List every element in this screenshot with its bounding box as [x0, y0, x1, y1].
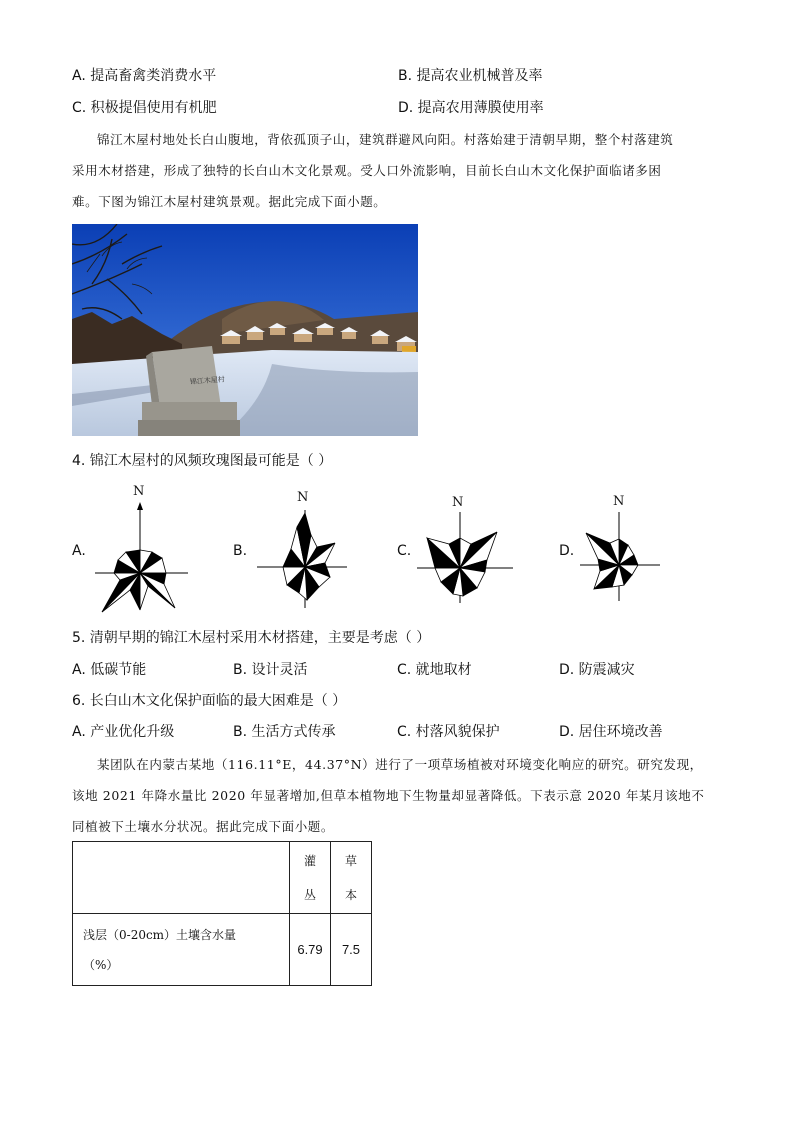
q3-option-a: A. 提高畜禽类消费水平	[72, 68, 217, 84]
village-photo	[72, 224, 418, 436]
soil-moisture-table	[72, 841, 372, 986]
q6-option-c: C. 村落风貌保护	[397, 724, 500, 740]
rose-b-north-label: N	[297, 490, 309, 505]
q4-option-d-letter: D.	[559, 543, 575, 559]
rose-a-north-label: N	[133, 484, 145, 499]
rose-b-diagram	[255, 505, 350, 610]
table-row	[73, 914, 372, 986]
q4-option-a-letter: A.	[72, 543, 86, 559]
q4-option-c-letter: C.	[397, 543, 412, 559]
q5-stem: 5. 清朝早期的锦江木屋村采用木材搭建，主要是考虑（ ）	[72, 630, 431, 646]
rose-c-north-label: N	[452, 495, 464, 510]
q3-option-d: D. 提高农用薄膜使用率	[398, 100, 544, 116]
grass-column-header: 草 本	[331, 842, 372, 914]
q3-option-b: B. 提高农业机械普及率	[398, 68, 543, 84]
passage2-line1: 某团队在内蒙古某地（116.11°E，44.37°N）进行了一项草场植被对环境变化响应的研究。研究发现，	[97, 757, 703, 772]
rose-d-north-label: N	[613, 494, 625, 509]
shrub-column-header: 灌 丛	[290, 842, 331, 914]
rose-d-diagram	[578, 509, 663, 604]
table-corner-cell	[73, 842, 290, 914]
rose-c-diagram	[415, 510, 515, 605]
q5-option-b: B. 设计灵活	[233, 662, 308, 678]
shrub-value-cell: 6.79	[290, 914, 331, 986]
q5-option-c: C. 就地取材	[397, 662, 472, 678]
rose-a-diagram	[90, 500, 190, 615]
q4-stem: 4. 锦江木屋村的风频玫瑰图最可能是（ ）	[72, 453, 333, 469]
q4-option-b-letter: B.	[233, 543, 248, 559]
passage1-line2: 采用木材搭建，形成了独特的长白山木文化景观。受人口外流影响，目前长白山木文化保护面临诸多困	[72, 163, 662, 178]
passage1-line1: 锦江木屋村地处长白山腹地，背依孤顶子山，建筑群避风向阳。村落始建于清朝早期，整个村落建筑	[97, 132, 674, 147]
q3-option-c: C. 积极提倡使用有机肥	[72, 100, 217, 116]
table-header-row	[73, 842, 372, 914]
passage1-line3: 难。下图为锦江木屋村建筑景观。据此完成下面小题。	[72, 194, 387, 209]
stone-inscription: 锦江木屋村	[189, 375, 226, 386]
passage2-line2: 该地 2021 年降水量比 2020 年显著增加,但草本植物地下生物量却显著降低。下表示意 2020 年某月该地不	[72, 788, 705, 803]
row-label-cell: 浅层（0-20cm）土壤含水量 （%）	[73, 914, 290, 986]
q6-option-b: B. 生活方式传承	[233, 724, 336, 740]
passage2-line3: 同植被下土壤水分状况。据此完成下面小题。	[72, 819, 335, 834]
q6-option-d: D. 居住环境改善	[559, 724, 663, 740]
grass-value-cell: 7.5	[331, 914, 372, 986]
q6-option-a: A. 产业优化升级	[72, 724, 175, 740]
q6-stem: 6. 长白山木文化保护面临的最大困难是（ ）	[72, 693, 347, 709]
q5-option-d: D. 防震减灾	[559, 662, 635, 678]
q5-option-a: A. 低碳节能	[72, 662, 147, 678]
